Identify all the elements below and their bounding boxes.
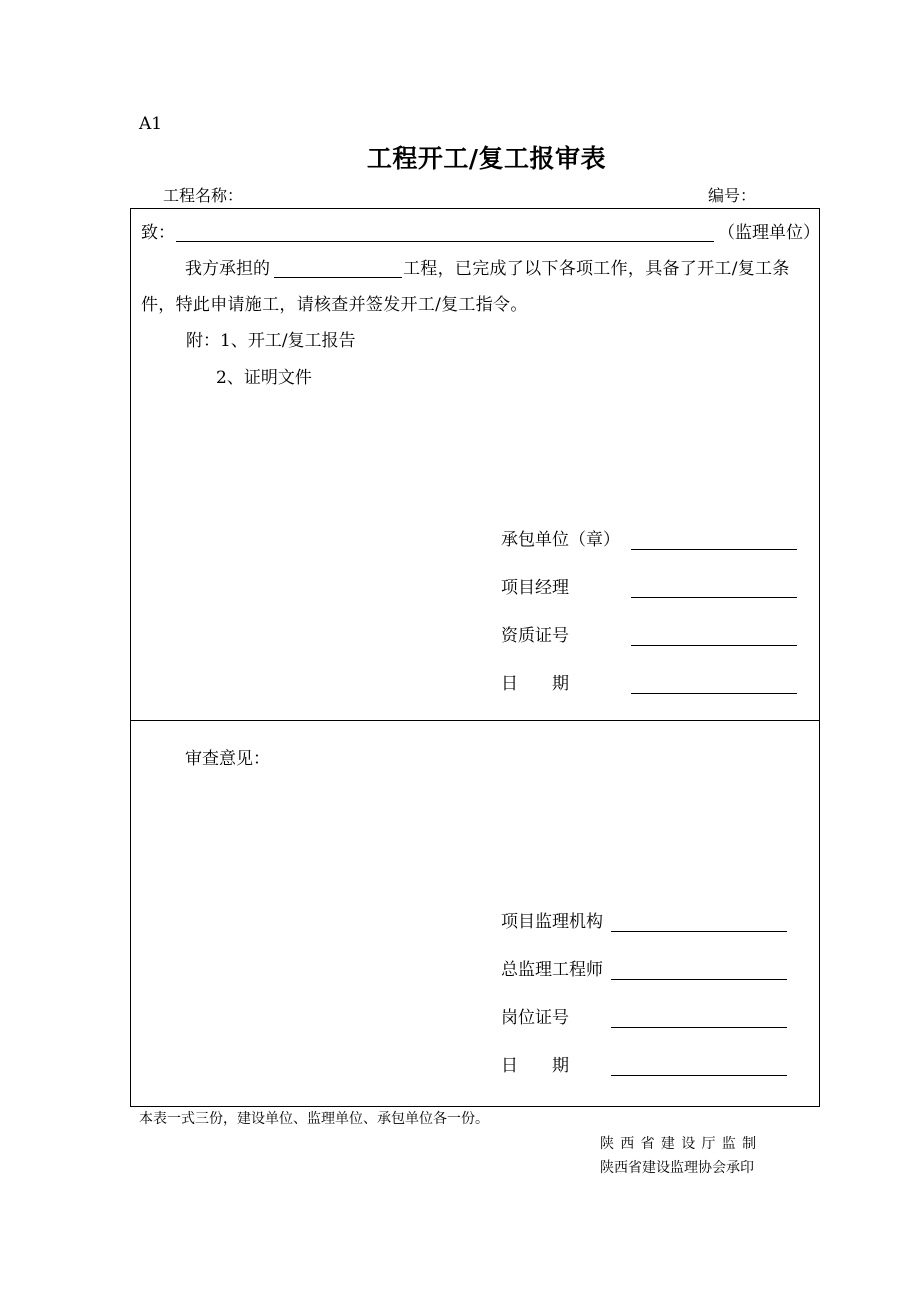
attachment-item-2: 2、证明文件 bbox=[216, 368, 312, 388]
post-certificate-blank[interactable] bbox=[611, 1027, 787, 1028]
application-date-label: 日 期 bbox=[501, 674, 569, 694]
contractor-label: 承包单位（章） bbox=[501, 530, 620, 550]
application-text-prefix: 我方承担的 bbox=[185, 259, 270, 279]
review-date-label: 日 期 bbox=[501, 1056, 569, 1076]
form-number-label: 编号： bbox=[708, 186, 757, 205]
copies-note: 本表一式三份，建设单位、监理单位、承包单位各一份。 bbox=[139, 1111, 489, 1127]
page-title: 工程开工/复工报审表 bbox=[366, 144, 607, 173]
chief-engineer-blank[interactable] bbox=[611, 979, 787, 980]
section-divider bbox=[130, 720, 820, 721]
project-manager-label: 项目经理 bbox=[501, 578, 569, 598]
printed-by: 陕西省建设监理协会承印 bbox=[600, 1160, 754, 1176]
qualification-number-blank[interactable] bbox=[631, 645, 797, 646]
application-text-line2: 件，特此申请施工，请核查并签发开工/复工指令。 bbox=[141, 295, 528, 315]
to-label: 致： bbox=[141, 223, 175, 243]
supervision-org-blank[interactable] bbox=[611, 931, 787, 932]
qualification-number-label: 资质证号 bbox=[501, 626, 569, 646]
supervision-unit-suffix: （监理单位） bbox=[718, 223, 820, 243]
supervision-unit-blank[interactable] bbox=[176, 241, 714, 242]
form-code: A1 bbox=[139, 114, 163, 134]
review-date-blank[interactable] bbox=[611, 1075, 787, 1076]
post-certificate-label: 岗位证号 bbox=[501, 1008, 569, 1028]
application-text-suffix: 工程，已完成了以下各项工作，具备了开工/复工条 bbox=[403, 259, 790, 279]
supervised-by: 陕西省建设厅监制 bbox=[600, 1136, 763, 1152]
attachment-item-1: 附：1、开工/复工报告 bbox=[186, 331, 356, 351]
chief-engineer-label: 总监理工程师 bbox=[501, 960, 603, 980]
application-date-blank[interactable] bbox=[631, 693, 797, 694]
project-name-label: 工程名称： bbox=[163, 186, 244, 205]
project-manager-blank[interactable] bbox=[631, 597, 797, 598]
contractor-signature-blank[interactable] bbox=[631, 549, 797, 550]
review-opinion-label: 审查意见： bbox=[185, 749, 270, 769]
project-name-blank[interactable] bbox=[274, 277, 402, 278]
supervision-org-label: 项目监理机构 bbox=[501, 912, 603, 932]
